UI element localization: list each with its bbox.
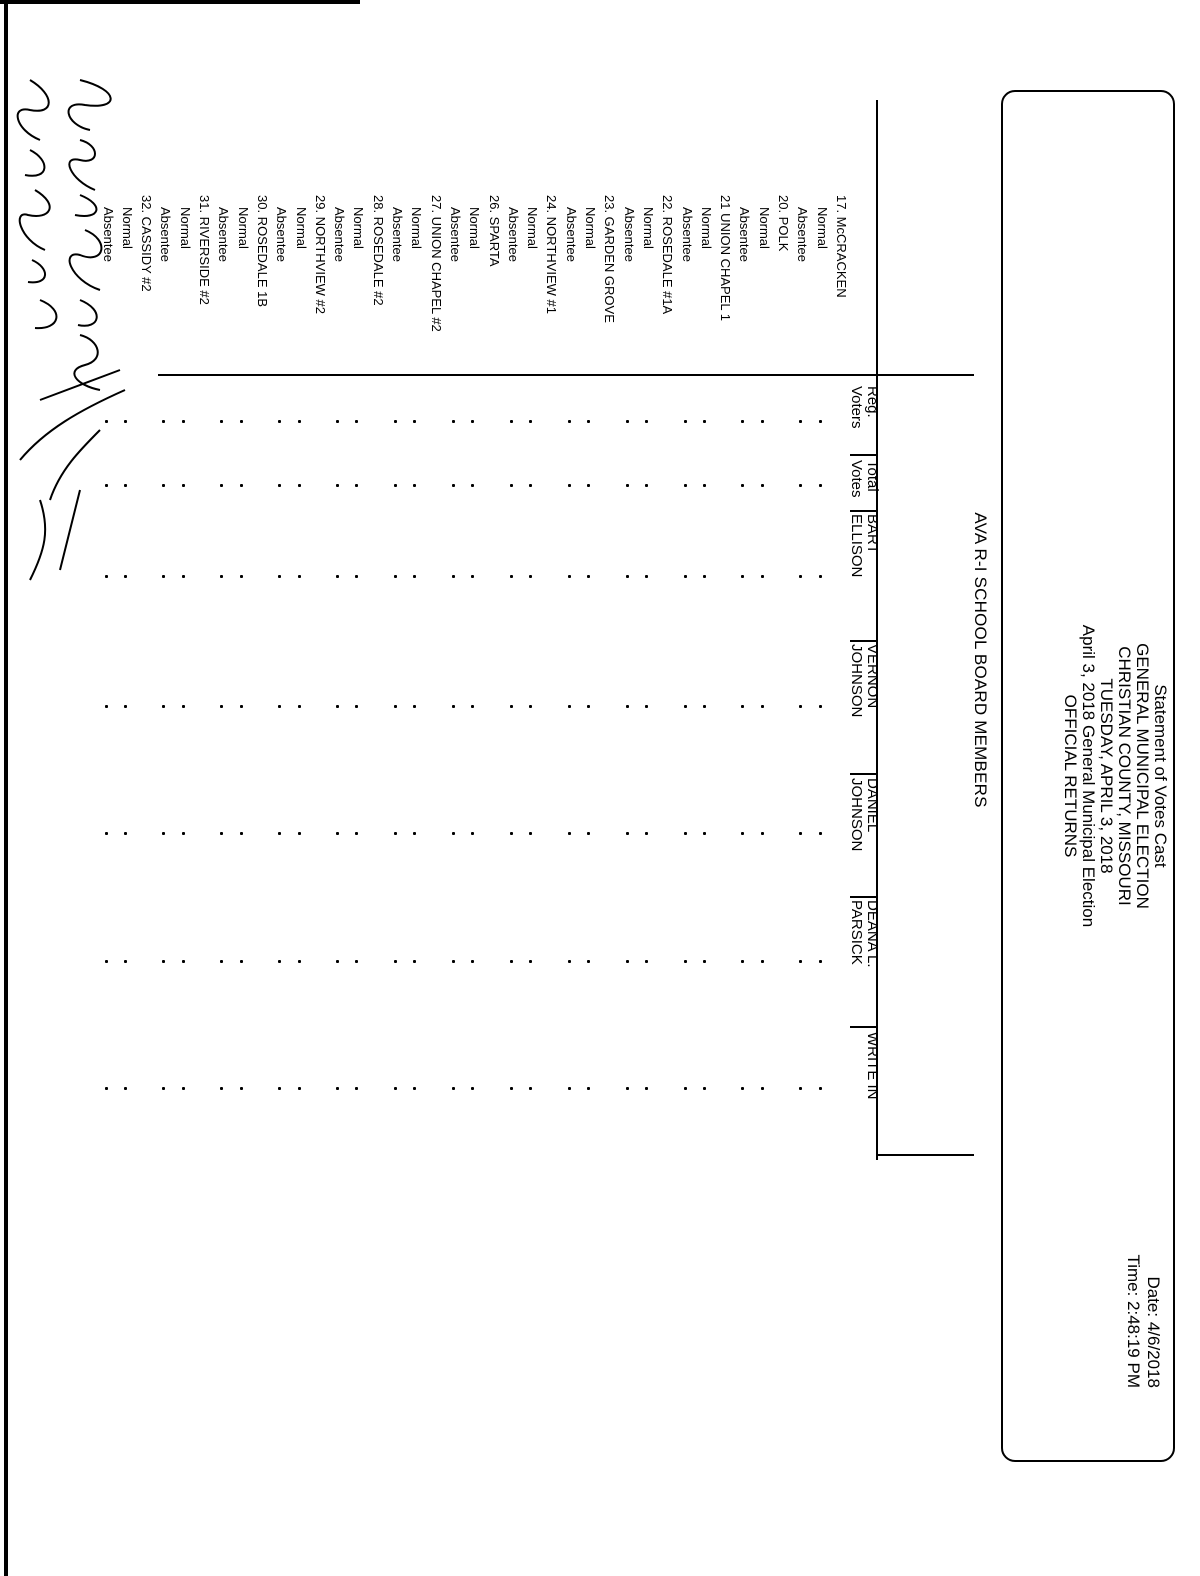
dot-leader [413, 832, 416, 835]
row-subtype-label: Absentee [274, 207, 290, 262]
dot-leader [626, 1087, 629, 1090]
dot-leader [703, 705, 706, 708]
dot-leader [278, 420, 281, 423]
dot-leader [703, 1087, 706, 1090]
dot-leader [298, 705, 301, 708]
precinct-name: 29. NORTHVIEW #2 [312, 195, 328, 314]
dot-leader [105, 1087, 108, 1090]
dot-leader [452, 484, 455, 487]
dot-leader [742, 960, 745, 963]
dot-leader [163, 484, 166, 487]
dot-leader [742, 420, 745, 423]
dot-leader [182, 484, 185, 487]
dot-leader [356, 705, 359, 708]
dot-leader [645, 960, 648, 963]
dot-leader [356, 1087, 359, 1090]
dot-leader [761, 484, 764, 487]
dot-leader [452, 420, 455, 423]
row-subtype-label: Absentee [332, 207, 348, 262]
dot-leader [413, 960, 416, 963]
dot-leader [452, 832, 455, 835]
signature-scribbles [0, 70, 140, 590]
dot-leader [684, 705, 687, 708]
dot-leader [684, 575, 687, 578]
dot-leader [799, 960, 802, 963]
dot-leader [336, 705, 339, 708]
col-header-daniel-johnson: DANIEL JOHNSON [848, 778, 881, 852]
election-name: GENERAL MUNICIPAL ELECTION [1133, 643, 1152, 909]
report-date: Date: 4/6/2018 [1144, 1276, 1163, 1388]
dot-leader [645, 705, 648, 708]
dot-leader [298, 960, 301, 963]
row-subtype-label: Absentee [679, 207, 695, 262]
dot-leader [819, 420, 822, 423]
precinct-name: 21 UNION CHAPEL 1 [718, 195, 734, 321]
dot-leader [278, 575, 281, 578]
dot-leader [819, 960, 822, 963]
dot-leader [510, 705, 513, 708]
table-end-rule [878, 1154, 974, 1156]
dot-leader [163, 705, 166, 708]
precinct-name: 30. ROSEDALE 1B [255, 195, 270, 307]
dot-leader [298, 484, 301, 487]
dot-leader [819, 575, 822, 578]
dot-leader [742, 1087, 745, 1090]
dot-leader [356, 832, 359, 835]
dot-leader [394, 1087, 397, 1090]
row-subtype-label: Normal [177, 207, 193, 249]
dot-leader [413, 705, 416, 708]
row-subtype-label: Normal [351, 207, 367, 249]
col-rule [850, 896, 878, 898]
dot-leader [645, 575, 648, 578]
col-header-deana-parsick: DEANA L. PARSICK [848, 900, 881, 968]
scan-edge-mark [0, 0, 360, 4]
dot-leader [761, 705, 764, 708]
dot-leader [240, 832, 243, 835]
dot-leader [510, 1087, 513, 1090]
dot-leader [587, 705, 590, 708]
dot-leader [626, 484, 629, 487]
dot-leader [298, 575, 301, 578]
dot-leader [626, 420, 629, 423]
dot-leader [413, 1087, 416, 1090]
precinct-name: 17. McCRACKEN [834, 195, 849, 298]
dot-leader [510, 832, 513, 835]
dot-leader [799, 832, 802, 835]
col-rule [850, 510, 878, 512]
dot-leader [742, 484, 745, 487]
dot-leader [761, 575, 764, 578]
dot-leader [278, 1087, 281, 1090]
dot-leader [799, 575, 802, 578]
dot-leader [703, 832, 706, 835]
dot-leader [510, 960, 513, 963]
dot-leader [182, 705, 185, 708]
election-description: April 3, 2018 General Municipal Election [1079, 624, 1098, 928]
row-subtype-label: Normal [814, 207, 830, 249]
dot-leader [336, 832, 339, 835]
dot-leader [742, 575, 745, 578]
dot-leader [124, 832, 127, 835]
row-subtype-label: Absentee [563, 207, 579, 262]
dot-leader [568, 960, 571, 963]
dot-leader [356, 575, 359, 578]
dot-leader [105, 705, 108, 708]
dot-leader [587, 960, 590, 963]
dot-leader [413, 575, 416, 578]
dot-leader [220, 705, 223, 708]
precinct-name: 20. POLK [776, 195, 792, 252]
dot-leader [626, 832, 629, 835]
col-rule [850, 640, 878, 642]
dot-leader [163, 420, 166, 423]
dot-leader [471, 420, 474, 423]
dot-leader [703, 960, 706, 963]
dot-leader [684, 1087, 687, 1090]
dot-leader [799, 484, 802, 487]
row-subtype-label: Normal [641, 207, 656, 249]
dot-leader [684, 832, 687, 835]
dot-leader [471, 832, 474, 835]
dot-leader [124, 705, 127, 708]
dot-leader [703, 420, 706, 423]
dot-leader [394, 575, 397, 578]
dot-leader [124, 960, 127, 963]
report-time: Time: 2:48:19 PM [1124, 1254, 1143, 1388]
dot-leader [684, 960, 687, 963]
row-subtype-label: Normal [756, 207, 772, 249]
dot-leader [278, 960, 281, 963]
dot-leader [587, 1087, 590, 1090]
dot-leader [220, 575, 223, 578]
dot-leader [761, 420, 764, 423]
dot-leader [336, 575, 339, 578]
row-subtype-label: Normal [409, 207, 425, 249]
dot-leader [529, 1087, 532, 1090]
row-subtype-label: Normal [235, 207, 251, 249]
report-header-box [1001, 90, 1175, 1462]
row-subtype-label: Normal [583, 207, 599, 249]
dot-leader [799, 420, 802, 423]
dot-leader [568, 832, 571, 835]
dot-leader [220, 960, 223, 963]
dot-leader [336, 420, 339, 423]
dot-leader [587, 832, 590, 835]
precinct-name: 32. CASSIDY #2 [139, 195, 155, 292]
dot-leader [799, 1087, 802, 1090]
dot-leader [394, 420, 397, 423]
precinct-name: 24. NORTHVIEW #1 [544, 195, 560, 314]
dot-leader [220, 420, 223, 423]
dot-leader [568, 1087, 571, 1090]
precinct-name: 26. SPARTA [486, 195, 502, 267]
dot-leader [568, 575, 571, 578]
row-subtype-label: Absentee [216, 207, 232, 262]
col-rule [850, 1026, 878, 1028]
dot-leader [394, 484, 397, 487]
dot-leader [182, 832, 185, 835]
row-subtype-label: Absentee [737, 207, 753, 262]
dot-leader [742, 832, 745, 835]
dot-leader [626, 575, 629, 578]
col-rule [850, 773, 878, 775]
dot-leader [452, 960, 455, 963]
row-subtype-label: Normal [293, 207, 309, 249]
dot-leader [413, 420, 416, 423]
contest-title: AVA R-I SCHOOL BOARD MEMBERS [971, 512, 990, 808]
dot-leader [356, 484, 359, 487]
dot-leader [220, 484, 223, 487]
dot-leader [587, 420, 590, 423]
dot-leader [452, 705, 455, 708]
col-header-write-in: WRITE IN [864, 1032, 881, 1100]
dot-leader [645, 1087, 648, 1090]
row-subtype-label: Absentee [158, 207, 174, 262]
dot-leader [394, 832, 397, 835]
dot-leader [278, 484, 281, 487]
dot-leader [529, 575, 532, 578]
dot-leader [124, 1087, 127, 1090]
dot-leader [240, 960, 243, 963]
row-subtype-label: Absentee [100, 207, 116, 262]
dot-leader [240, 484, 243, 487]
dot-leader [742, 705, 745, 708]
row-subtype-label: Normal [698, 207, 714, 249]
dot-leader [182, 575, 185, 578]
dot-leader [394, 960, 397, 963]
dot-leader [761, 832, 764, 835]
dot-leader [240, 420, 243, 423]
dot-leader [105, 960, 108, 963]
returns-status: OFFICIAL RETURNS [1061, 694, 1080, 858]
election-day: TUESDAY, APRIL 3, 2018 [1097, 678, 1116, 874]
dot-leader [394, 705, 397, 708]
dot-leader [645, 420, 648, 423]
dot-leader [182, 420, 185, 423]
precinct-name: 23. GARDEN GROVE [602, 195, 618, 323]
dot-leader [645, 484, 648, 487]
report-title: Statement of Votes Cast [1151, 684, 1170, 868]
row-subtype-label: Normal [467, 207, 483, 249]
col-header-vernon-johnson: VERNON JOHNSON [848, 644, 881, 718]
dot-leader [336, 1087, 339, 1090]
precinct-name: 22. ROSEDALE #1A [660, 195, 676, 315]
dot-leader [356, 420, 359, 423]
dot-leader [163, 832, 166, 835]
dot-leader [163, 1087, 166, 1090]
dot-leader [182, 1087, 185, 1090]
dot-leader [413, 484, 416, 487]
dot-leader [471, 960, 474, 963]
dot-leader [799, 705, 802, 708]
dot-leader [761, 960, 764, 963]
dot-leader [819, 832, 822, 835]
col-header-total-votes: Total Votes [848, 460, 881, 498]
dot-leader [684, 420, 687, 423]
dot-leader [703, 484, 706, 487]
dot-leader [220, 832, 223, 835]
dot-leader [819, 484, 822, 487]
dot-leader [819, 1087, 822, 1090]
dot-leader [452, 575, 455, 578]
dot-leader [529, 832, 532, 835]
dot-leader [568, 420, 571, 423]
row-subtype-label: Absentee [448, 207, 463, 262]
col-header-reg-voters: Reg. Voters [848, 386, 881, 429]
row-subtype-label: Absentee [505, 207, 521, 262]
col-header-bart-ellison: BART ELLISON [848, 514, 881, 578]
dot-leader [336, 960, 339, 963]
dot-leader [626, 960, 629, 963]
dot-leader [626, 705, 629, 708]
col-rule [850, 454, 878, 456]
dot-leader [529, 960, 532, 963]
dot-leader [278, 705, 281, 708]
dot-leader [240, 575, 243, 578]
dot-leader [471, 484, 474, 487]
dot-leader [568, 705, 571, 708]
dot-leader [298, 1087, 301, 1090]
dot-leader [471, 575, 474, 578]
dot-leader [336, 484, 339, 487]
dot-leader [356, 960, 359, 963]
dot-leader [220, 1087, 223, 1090]
dot-leader [684, 484, 687, 487]
row-subtype-label: Absentee [795, 207, 811, 262]
dot-leader [587, 575, 590, 578]
dot-leader [819, 705, 822, 708]
dot-leader [298, 420, 301, 423]
county-name: CHRISTIAN COUNTY, MISSOURI [1115, 646, 1134, 906]
dot-leader [240, 705, 243, 708]
dot-leader [452, 1087, 455, 1090]
row-subtype-label: Absentee [621, 207, 637, 262]
dot-leader [529, 484, 532, 487]
dot-leader [568, 484, 571, 487]
dot-leader [510, 575, 513, 578]
dot-leader [471, 705, 474, 708]
row-subtype-label: Absentee [390, 207, 406, 262]
dot-leader [761, 1087, 764, 1090]
dot-leader [510, 420, 513, 423]
dot-leader [163, 575, 166, 578]
table-top-rule [876, 100, 878, 1160]
precinct-name: 31. RIVERSIDE #2 [197, 195, 213, 305]
precinct-name: 28. ROSEDALE #2 [370, 195, 386, 306]
dot-leader [163, 960, 166, 963]
dot-leader [529, 420, 532, 423]
dot-leader [510, 484, 513, 487]
dot-leader [645, 832, 648, 835]
table-divider-rule [158, 374, 974, 376]
dot-leader [278, 832, 281, 835]
dot-leader [298, 832, 301, 835]
dot-leader [703, 575, 706, 578]
dot-leader [105, 832, 108, 835]
dot-leader [182, 960, 185, 963]
dot-leader [240, 1087, 243, 1090]
precinct-name: 27. UNION CHAPEL #2 [428, 195, 444, 332]
dot-leader [587, 484, 590, 487]
row-subtype-label: Normal [525, 207, 541, 249]
dot-leader [471, 1087, 474, 1090]
row-subtype-label: Normal [119, 207, 135, 249]
dot-leader [529, 705, 532, 708]
